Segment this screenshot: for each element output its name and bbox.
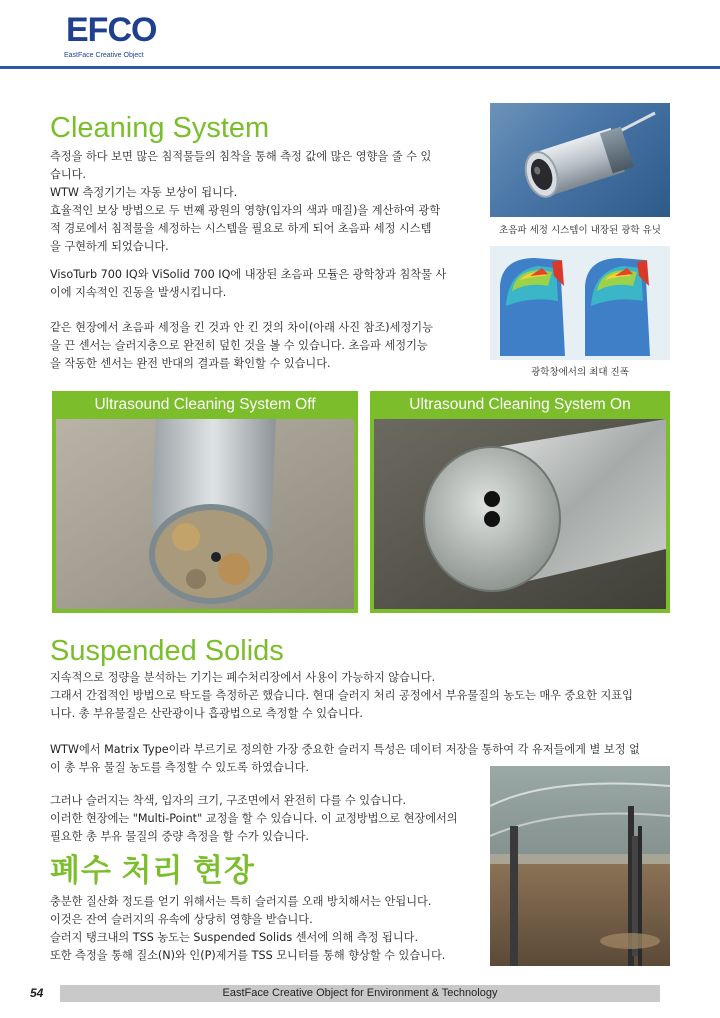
text-line: 이에 지속적인 진동을 발생시킵니다.: [50, 286, 227, 299]
text-line: 이 총 부유 물질 농도를 측정할 수 있도록 하였습니다.: [50, 761, 309, 774]
section-title-wastewater-site: 폐수 처리 현장: [50, 853, 255, 888]
text-line: 그래서 간접적인 방법으로 탁도를 측정하곤 했습니다. 현대 슬러지 처리 공정에서 부유물질의 농도는 매우 중요한 지표입: [50, 689, 633, 702]
text-line: 또한 측정을 통해 질소(N)와 인(P)제거를 TSS 모니터를 통해 향상할 수 있습니다.: [50, 949, 446, 962]
text-line: 이것은 잔여 슬러지의 유속에 상당히 영향을 받습니다.: [50, 913, 313, 926]
footer-text: EastFace Creative Object for Environment & Technology: [222, 987, 498, 999]
text-line: 그러나 슬러지는 착색, 입자의 크기, 구조면에서 완전히 다를 수 있습니다.: [50, 794, 407, 807]
text-line: 이러한 현장에는 "Multi-Point" 교정을 할 수 있습니다. 이 교정방법으로 현장에서의: [50, 812, 458, 825]
text-line: WTW에서 Matrix Type이라 부르기로 정의한 가장 중요한 슬러지 특성은 데이터 저장을 통하여 각 유저들에게 별 보정 없: [50, 743, 640, 756]
section-title-suspended-solids: Suspended Solids: [50, 635, 284, 667]
text-line: 을 작동한 센서는 완전 반대의 결과를 확인할 수 있습니다.: [50, 357, 331, 370]
header-divider: [0, 66, 720, 69]
text-line: 슬러지 탱크내의 TSS 농도는 Suspended Solids 센서에 의해 측정 됩니다.: [50, 931, 419, 944]
text-line: 습니다.: [50, 168, 86, 181]
sensor-fouled-photo: [56, 419, 354, 609]
optical-unit-photo: [490, 103, 670, 217]
optical-unit-caption: 초음파 세정 시스템이 내장된 광학 유닛: [499, 225, 661, 236]
section-title-cleaning-system: Cleaning System: [50, 112, 270, 144]
text-line: 적 경로에서 침적물을 세정하는 시스템을 필요로 하게 되어 초음파 세정 시스템: [50, 222, 432, 235]
solids-paragraph-1: [50, 669, 633, 723]
text-line: 측정을 하다 보면 많은 침적물들의 침착을 통해 측정 값에 많은 영향을 줄 수 있: [50, 150, 432, 163]
cleaning-on-title: Ultrasound Cleaning System On: [409, 396, 631, 413]
text-line: 지속적으로 정량을 분석하는 기기는 폐수처리장에서 사용이 가능하지 않습니다.: [50, 671, 436, 684]
cleaning-on-panel: [370, 391, 670, 613]
text-line: 충분한 질산화 정도를 얻기 위해서는 특히 슬러지를 오래 방치해서는 안됩니다.: [50, 895, 432, 908]
page-number: 54: [30, 986, 44, 1000]
amplitude-simulation-image: [490, 246, 670, 360]
text-line: 필요한 총 부유 물질의 중량 측정을 할 수가 있습니다.: [50, 830, 309, 843]
amplitude-caption: 광학창에서의 최대 진폭: [531, 367, 629, 378]
cleaning-paragraph-2: [50, 266, 446, 302]
text-line: 효율적인 보상 방법으로 두 번째 광원의 영향(입자의 색과 매질)을 계산하여 광학: [50, 204, 441, 217]
text-line: VisoTurb 700 IQ와 ViSolid 700 IQ에 내장된 초음파 모듈은 광학창과 침착물 사: [50, 268, 447, 281]
logo-subtitle: EastFace Creative Object: [64, 52, 144, 59]
text-line: 을 끈 센서는 슬러지층으로 완전히 덮힌 것을 볼 수 있습니다. 초음파 세정기능: [50, 339, 428, 352]
sensor-clean-photo: [374, 419, 666, 609]
cleaning-paragraph-3: [50, 319, 433, 373]
text-line: 같은 현장에서 초음파 세정을 킨 것과 안 킨 것의 차이(아래 사진 참조)세정기능: [50, 321, 433, 334]
cleaning-off-title: Ultrasound Cleaning System Off: [94, 396, 316, 413]
text-line: 니다. 총 부유물질은 산란광이나 흡광법으로 측정할 수 있습니다.: [50, 707, 363, 720]
cleaning-paragraph-1: [50, 148, 440, 256]
text-line: 을 구현하게 되었습니다.: [50, 240, 169, 253]
company-logo: EFCO: [66, 11, 157, 49]
wastewater-tank-photo: [490, 766, 670, 966]
cleaning-off-panel: [52, 391, 358, 613]
text-line: WTW 측정기기는 자동 보상이 됩니다.: [50, 186, 238, 199]
site-paragraph: [50, 893, 445, 965]
solids-paragraph-3: [50, 792, 458, 846]
